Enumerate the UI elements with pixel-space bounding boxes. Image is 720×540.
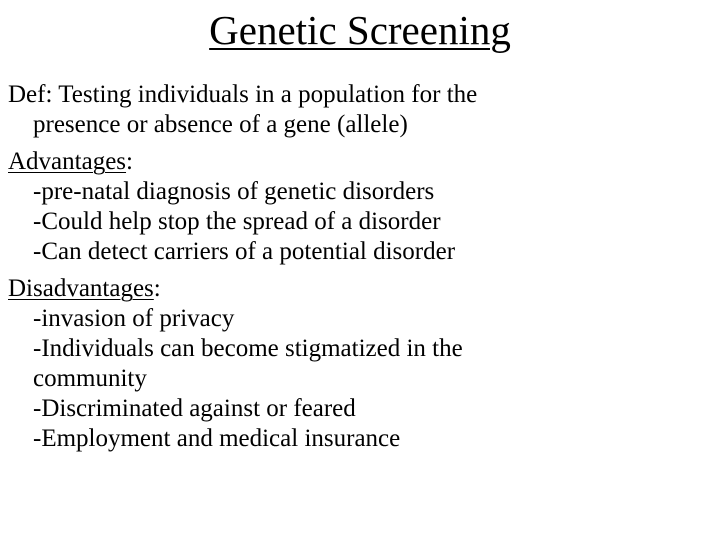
disadvantage-item-2-continued: community	[33, 365, 147, 392]
slide-content	[8, 80, 713, 461]
disadvantage-item-4: -Employment and medical insurance	[33, 425, 401, 452]
disadvantages-colon: :	[153, 275, 161, 302]
advantages-heading-text: Advantages	[8, 148, 127, 175]
advantage-item-3: -Can detect carriers of a potential disorder	[33, 238, 456, 265]
advantages-colon: :	[126, 148, 133, 175]
disadvantage-item-3: -Discriminated against or feared	[33, 395, 356, 422]
disadvantages-block	[8, 274, 713, 454]
slide-title-text: Genetic Screening	[209, 7, 511, 53]
advantage-item-1: -pre-natal diagnosis of genetic disorders	[33, 178, 435, 205]
disadvantage-item-2: -Individuals can become stigmatized in the	[33, 335, 463, 362]
slide-title	[0, 4, 720, 56]
advantage-item-2: -Could help stop the spread of a disorder	[33, 208, 441, 235]
disadvantages-heading	[8, 274, 713, 304]
definition-block	[8, 80, 713, 140]
definition-line-2: presence or absence of a gene (allele)	[33, 111, 408, 138]
disadvantage-item-1: -invasion of privacy	[33, 305, 235, 332]
definition-line-1: Def: Testing individuals in a population for the	[8, 81, 478, 108]
advantages-heading	[8, 147, 713, 177]
disadvantages-heading-text: Disadvantages	[8, 275, 154, 302]
advantages-block	[8, 147, 713, 267]
